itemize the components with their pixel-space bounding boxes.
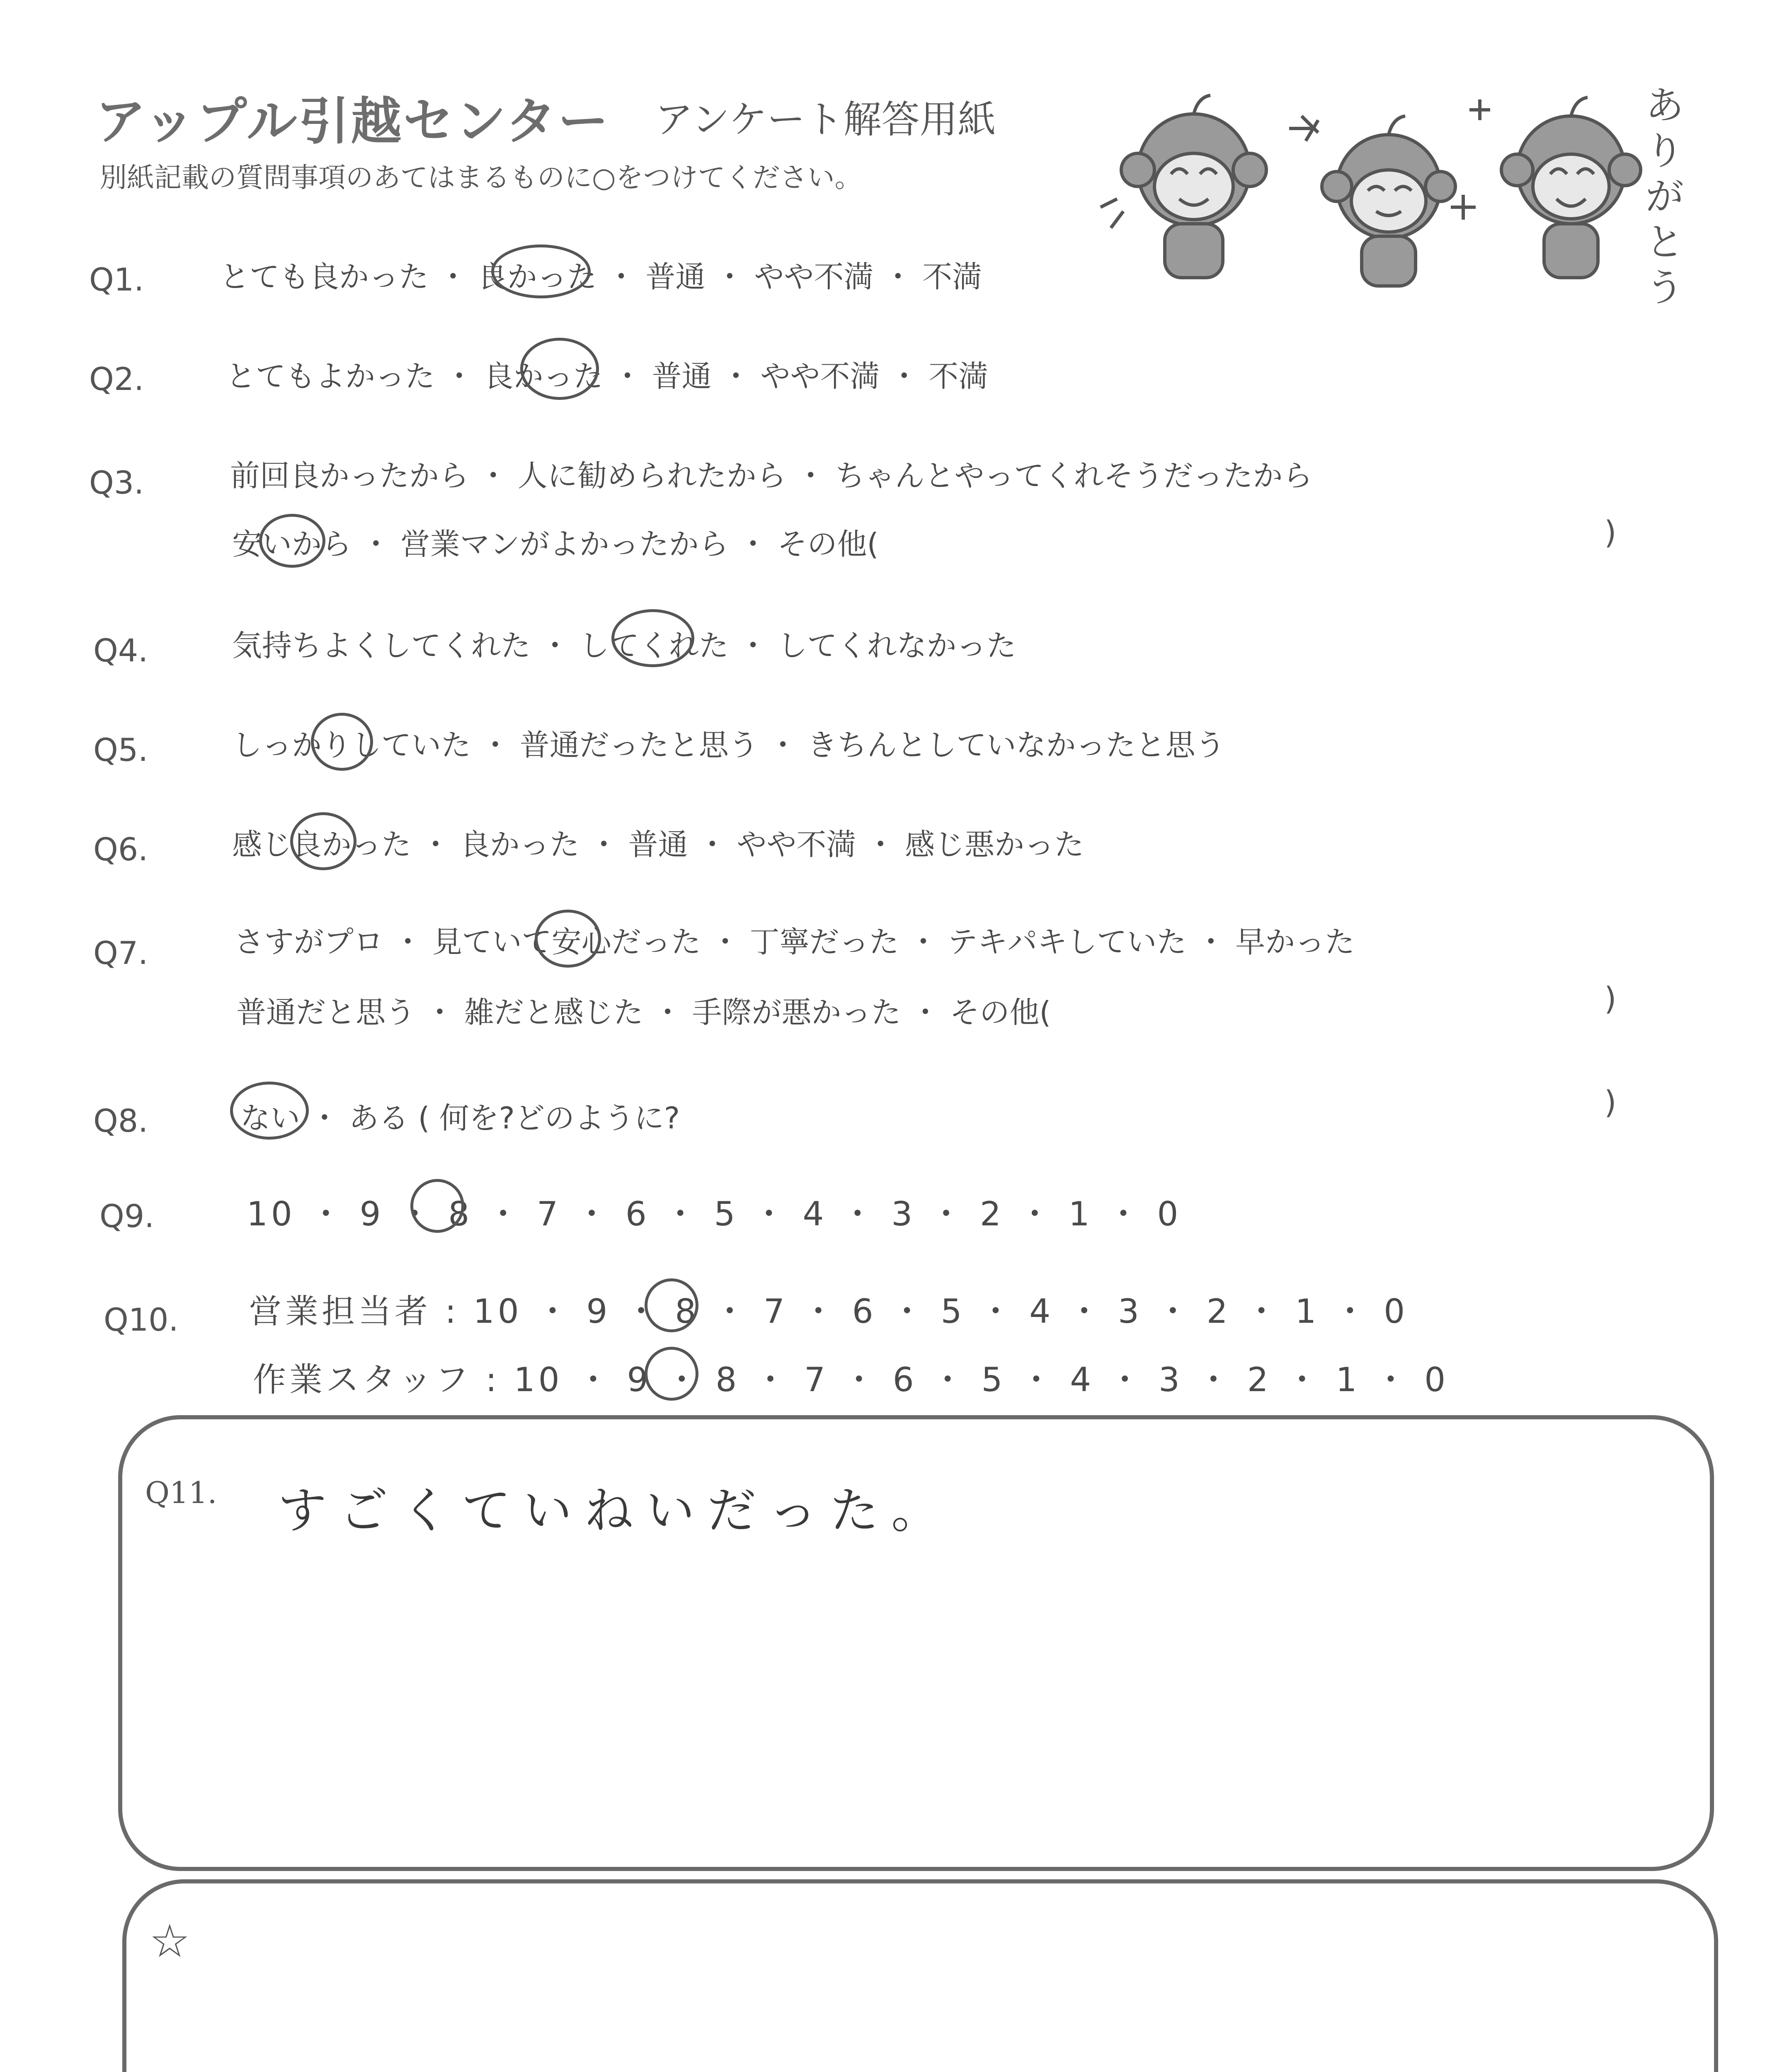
q3-options-line2: 安いから ・ 営業マンがよかったから ・ その他(	[232, 527, 879, 562]
answer-circle	[410, 1179, 464, 1233]
q2-label: Q2.	[89, 361, 144, 397]
comment-box	[122, 1879, 1718, 2072]
answer-circle	[520, 338, 599, 400]
answer-circle	[611, 609, 694, 667]
star-icon: ☆	[149, 1915, 190, 1968]
q3-options: 前回良かったから ・ 人に勧められたから ・ ちゃんとやってくれそうだったから	[230, 458, 1313, 493]
q9-options: 10 ・ 9 ・ 8 ・ 7 ・ 6 ・ 5 ・ 4 ・ 3 ・ 2 ・ 1 ・ 0	[247, 1195, 1182, 1233]
q8-label: Q8.	[93, 1102, 148, 1139]
form-subtitle: アンケート解答用紙	[655, 97, 996, 142]
q6-label: Q6.	[93, 831, 148, 868]
thanks-text: ありがとう	[1646, 83, 1684, 310]
q6-options: 感じ良かった ・ 良かった ・ 普通 ・ やや不満 ・ 感じ悪かった	[232, 827, 1084, 862]
q3-close-paren: )	[1604, 514, 1617, 551]
monkey-icon	[1098, 75, 1700, 307]
q11-label: Q11.	[145, 1475, 217, 1510]
q7-label: Q7.	[93, 934, 148, 971]
instruction-text: 別紙記載の質問事項のあてはまるものに○をつけてください。	[99, 162, 862, 194]
mascot-illustration	[1098, 75, 1700, 310]
q2-options: とてもよかった ・ 良かった ・ 普通 ・ やや不満 ・ 不満	[226, 359, 989, 394]
q8-close-paren: )	[1604, 1084, 1617, 1121]
q5-options: しっかりしていた ・ 普通だったと思う ・ きちんとしていなかったと思う	[232, 728, 1225, 762]
q4-options: 気持ちよくしてくれた ・ してくれた ・ してくれなかった	[232, 628, 1016, 663]
q10-label: Q10.	[104, 1301, 179, 1338]
q7-close-paren: )	[1604, 980, 1617, 1017]
answer-circle	[290, 812, 356, 870]
q11-handwritten-answer: すごくていねいだった。	[278, 1482, 953, 1539]
q7-options: さすがプロ ・ 見ていて安心だった ・ 丁寧だった ・ テキパキしていた ・ 早かった	[234, 925, 1355, 959]
q10-options-line2: 作業スタッフ : 10 ・ 9 ・ 8 ・ 7 ・ 6 ・ 5 ・ 4 ・ 3 ・ 2 ・ 1 ・ 0	[253, 1360, 1449, 1399]
q1-options: とても良かった ・ 良かった ・ 普通 ・ やや不満 ・ 不満	[220, 259, 982, 294]
answer-circle	[645, 1278, 698, 1332]
q5-label: Q5.	[93, 731, 148, 768]
answer-circle	[230, 1082, 309, 1140]
q8-options: ない ・ ある ( 何を?どのように?	[240, 1101, 680, 1135]
q1-label: Q1.	[89, 261, 144, 298]
answer-circle	[311, 713, 373, 771]
answer-circle	[535, 910, 601, 968]
company-title: アップル引越センター	[95, 92, 610, 151]
answer-circle	[259, 514, 325, 568]
q9-label: Q9.	[99, 1198, 155, 1234]
q7-options-line2: 普通だと思う ・ 雑だと感じた ・ 手際が悪かった ・ その他(	[236, 995, 1051, 1030]
q4-label: Q4.	[93, 632, 148, 669]
q3-label: Q3.	[89, 464, 144, 501]
answer-circle	[645, 1347, 698, 1401]
answer-circle	[491, 244, 591, 298]
q10-options: 営業担当者 : 10 ・ 9 ・ 8 ・ 7 ・ 6 ・ 5 ・ 4 ・ 3 ・ 2 ・ 1 ・ 0	[249, 1292, 1409, 1331]
